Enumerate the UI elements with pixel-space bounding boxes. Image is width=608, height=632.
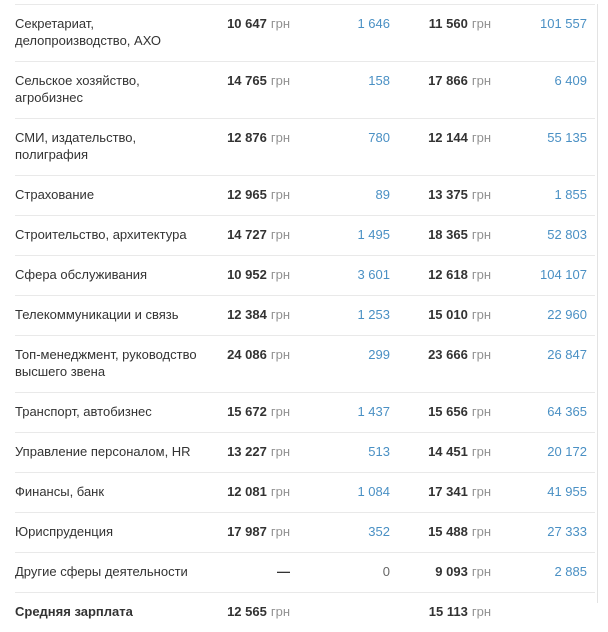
table-row (15, 473, 595, 513)
currency-label: грн (271, 16, 290, 31)
table-row (15, 593, 595, 632)
salary-2-cell (390, 473, 491, 513)
currency-label: грн (472, 404, 491, 419)
salary-1-cell (215, 473, 290, 513)
count-2-link[interactable]: 41 955 (547, 484, 587, 499)
salary-1-cell (215, 176, 290, 216)
table-row (15, 336, 595, 393)
count-1-cell[interactable] (290, 5, 390, 62)
category-cell: Телекоммуникации и связь (15, 296, 215, 336)
salary-2-cell (390, 176, 491, 216)
category-cell: Строительство, архитектура (15, 216, 215, 256)
salary-1-value: 12 565 (227, 604, 267, 619)
currency-label: грн (271, 187, 290, 202)
count-2-link[interactable]: 101 557 (540, 16, 587, 31)
count-1-cell[interactable] (290, 473, 390, 513)
table-row (15, 176, 595, 216)
salary-stats-panel (0, 4, 598, 603)
salary-1-cell (215, 296, 290, 336)
count-2-cell[interactable] (491, 433, 595, 473)
salary-2-value: 18 365 (428, 227, 468, 242)
count-2-cell[interactable] (491, 513, 595, 553)
category-cell: Средняя зарплата (15, 593, 215, 632)
count-1-link[interactable]: 1 495 (357, 227, 390, 242)
count-1-cell[interactable] (290, 433, 390, 473)
category-cell: Сельское хозяйство, агробизнес (15, 62, 215, 119)
count-2-link[interactable]: 20 172 (547, 444, 587, 459)
salary-table-body (15, 5, 595, 632)
salary-1-value: 12 384 (227, 307, 267, 322)
count-1-cell[interactable] (290, 336, 390, 393)
table-row (15, 119, 595, 176)
currency-label: грн (472, 444, 491, 459)
salary-1-value: 10 647 (227, 16, 267, 31)
salary-1-cell (215, 393, 290, 433)
salary-2-value: 13 375 (428, 187, 468, 202)
table-row (15, 433, 595, 473)
currency-label: грн (271, 604, 290, 619)
category-cell: Секретариат, делопроизводство, АХО (15, 5, 215, 62)
salary-table (15, 4, 595, 632)
table-row (15, 256, 595, 296)
salary-2-value: 12 144 (428, 130, 468, 145)
salary-2-value: 15 656 (428, 404, 468, 419)
count-1-cell[interactable] (290, 216, 390, 256)
salary-1-value: 13 227 (227, 444, 267, 459)
count-1-link[interactable]: 3 601 (357, 267, 390, 282)
count-2-link[interactable]: 6 409 (554, 73, 587, 88)
salary-2-cell (390, 256, 491, 296)
count-2-cell[interactable] (491, 119, 595, 176)
currency-label: грн (271, 73, 290, 88)
salary-2-cell (390, 62, 491, 119)
count-2-cell[interactable] (491, 256, 595, 296)
count-2-cell[interactable] (491, 473, 595, 513)
count-1-link[interactable]: 352 (368, 524, 390, 539)
count-1-cell[interactable] (290, 62, 390, 119)
salary-1-cell (215, 5, 290, 62)
count-2-link[interactable]: 1 855 (554, 187, 587, 202)
salary-2-value: 14 451 (428, 444, 468, 459)
count-2-link[interactable]: 104 107 (540, 267, 587, 282)
count-1-link[interactable]: 1 437 (357, 404, 390, 419)
salary-1-value: 24 086 (227, 347, 267, 362)
category-cell: Сфера обслуживания (15, 256, 215, 296)
salary-2-cell (390, 393, 491, 433)
currency-label: грн (472, 267, 491, 282)
count-1-link[interactable]: 1 084 (357, 484, 390, 499)
count-1-link: 0 (383, 564, 390, 579)
table-row (15, 553, 595, 593)
category-cell: Транспорт, автобизнес (15, 393, 215, 433)
salary-2-cell (390, 216, 491, 256)
count-1-link[interactable]: 1 253 (357, 307, 390, 322)
currency-label: грн (472, 484, 491, 499)
salary-2-cell (390, 513, 491, 553)
count-1-cell[interactable] (290, 513, 390, 553)
count-1-link[interactable]: 780 (368, 130, 390, 145)
salary-2-value: 15 010 (428, 307, 468, 322)
currency-label: грн (472, 73, 491, 88)
salary-2-value: 17 866 (428, 73, 468, 88)
count-2-cell (491, 593, 595, 632)
currency-label: грн (271, 307, 290, 322)
salary-1-cell (215, 593, 290, 632)
count-1-link[interactable]: 158 (368, 73, 390, 88)
salary-2-cell (390, 593, 491, 632)
count-1-link[interactable]: 89 (376, 187, 390, 202)
currency-label: грн (472, 347, 491, 362)
count-2-cell[interactable] (491, 5, 595, 62)
salary-1-value: 15 672 (227, 404, 267, 419)
count-1-link[interactable]: 299 (368, 347, 390, 362)
count-2-link[interactable]: 55 135 (547, 130, 587, 145)
count-2-cell[interactable] (491, 62, 595, 119)
table-row (15, 216, 595, 256)
table-row (15, 296, 595, 336)
salary-1-cell (215, 553, 290, 593)
category-cell: Финансы, банк (15, 473, 215, 513)
currency-label: грн (271, 267, 290, 282)
table-row (15, 62, 595, 119)
category-cell: Управление персоналом, HR (15, 433, 215, 473)
count-1-cell (290, 553, 390, 593)
count-1-cell (290, 593, 390, 632)
salary-1-cell (215, 336, 290, 393)
salary-2-cell (390, 119, 491, 176)
salary-2-value: 15 488 (428, 524, 468, 539)
salary-1-value: — (277, 564, 290, 579)
salary-1-value: 14 727 (227, 227, 267, 242)
table-row (15, 5, 595, 62)
count-2-cell[interactable] (491, 216, 595, 256)
count-2-cell[interactable] (491, 296, 595, 336)
count-2-cell[interactable] (491, 553, 595, 593)
count-1-cell[interactable] (290, 176, 390, 216)
currency-label: грн (271, 444, 290, 459)
count-1-link[interactable]: 513 (368, 444, 390, 459)
salary-2-cell (390, 296, 491, 336)
salary-1-value: 12 081 (227, 484, 267, 499)
salary-1-cell (215, 119, 290, 176)
salary-1-value: 14 765 (227, 73, 267, 88)
table-row (15, 393, 595, 433)
currency-label: грн (271, 524, 290, 539)
count-2-link[interactable]: 2 885 (554, 564, 587, 579)
salary-1-value: 17 987 (227, 524, 267, 539)
salary-2-value: 11 560 (429, 16, 468, 31)
category-cell: СМИ, издательство, полиграфия (15, 119, 215, 176)
count-2-link[interactable]: 26 847 (547, 347, 587, 362)
category-cell: Страхование (15, 176, 215, 216)
salary-2-cell (390, 553, 491, 593)
currency-label: грн (271, 227, 290, 242)
count-2-cell[interactable] (491, 176, 595, 216)
salary-1-cell (215, 513, 290, 553)
currency-label: грн (472, 227, 491, 242)
count-1-cell[interactable] (290, 119, 390, 176)
salary-1-cell (215, 62, 290, 119)
count-1-cell[interactable] (290, 393, 390, 433)
currency-label: грн (472, 564, 491, 579)
salary-1-value: 10 952 (227, 267, 267, 282)
count-2-cell[interactable] (491, 393, 595, 433)
table-row (15, 513, 595, 553)
count-2-link[interactable]: 64 365 (547, 404, 587, 419)
count-1-cell[interactable] (290, 296, 390, 336)
currency-label: грн (271, 484, 290, 499)
salary-2-value: 9 093 (435, 564, 468, 579)
count-2-link[interactable]: 27 333 (547, 524, 587, 539)
count-2-cell[interactable] (491, 336, 595, 393)
salary-2-value: 23 666 (428, 347, 468, 362)
count-1-link[interactable]: 1 646 (357, 16, 390, 31)
salary-1-cell (215, 433, 290, 473)
salary-2-cell (390, 5, 491, 62)
category-cell: Юриспруденция (15, 513, 215, 553)
currency-label: грн (271, 347, 290, 362)
count-2-link[interactable]: 22 960 (547, 307, 587, 322)
currency-label: грн (472, 524, 491, 539)
currency-label: грн (472, 604, 491, 619)
category-cell: Топ-менеджмент, руководство высшего звена (15, 336, 215, 393)
currency-label: грн (472, 187, 491, 202)
currency-label: грн (271, 130, 290, 145)
salary-1-cell (215, 216, 290, 256)
salary-2-value: 17 341 (428, 484, 468, 499)
currency-label: грн (472, 130, 491, 145)
salary-2-value: 15 113 (429, 604, 468, 619)
category-cell: Другие сферы деятельности (15, 553, 215, 593)
count-2-link[interactable]: 52 803 (547, 227, 587, 242)
currency-label: грн (472, 16, 491, 31)
salary-2-cell (390, 336, 491, 393)
count-1-cell[interactable] (290, 256, 390, 296)
salary-1-value: 12 876 (227, 130, 267, 145)
salary-1-value: 12 965 (227, 187, 267, 202)
salary-2-cell (390, 433, 491, 473)
salary-1-cell (215, 256, 290, 296)
currency-label: грн (271, 404, 290, 419)
salary-2-value: 12 618 (428, 267, 468, 282)
currency-label: грн (472, 307, 491, 322)
